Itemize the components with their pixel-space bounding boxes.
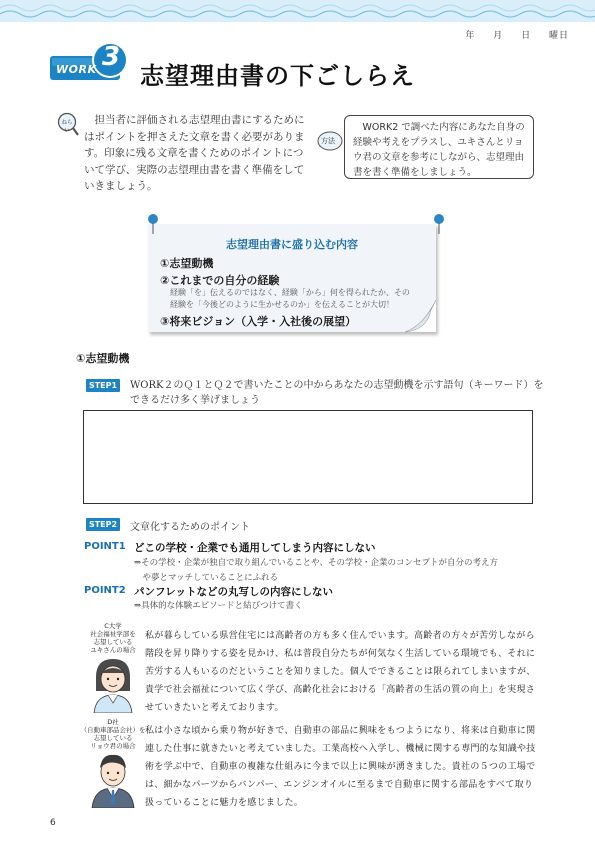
case-label-line: D社 bbox=[107, 718, 119, 726]
point1-sub bbox=[134, 556, 554, 586]
point-sub-line: ⇒具体的な体験エピソードと結びつけて書く bbox=[134, 601, 303, 611]
yuki-avatar bbox=[88, 657, 138, 713]
case-label-line: 志望している bbox=[93, 638, 133, 646]
point1-label: POINT1 bbox=[84, 541, 126, 552]
note-sub-line: 経験「を」伝えるのではなく、経験「から」何を得られたか、その bbox=[170, 288, 410, 297]
step1-instruction: WORK２のＱ１とＱ２で書いたことの中からあなたの志望動機を示す語句（キーワード）をできるだけ多く挙げましょう bbox=[130, 380, 544, 406]
method-icon bbox=[317, 131, 343, 151]
header-wave-band bbox=[0, 0, 595, 22]
aim-icon-label: ねらい bbox=[61, 120, 73, 134]
pushpin-icon bbox=[147, 213, 159, 235]
case-yuki-text: 私が暮らしている県営住宅には高齢者の方も多く住んでいます。高齢者の方々が苦労しながら階段を昇り降りする姿を見かけ、私は普段自分たちが何気なく生活している環境でも、それに苦労する人もいるのだということを知りました。個人でできることは限られてしまいますが、貴学で社会福祉について広く学び、高齢化社会における「高齢者の生活の質の向上」を実現させていきたいと考えております。 bbox=[145, 631, 536, 713]
pushpin-icon bbox=[433, 213, 445, 235]
note-heading: 志望理由書に盛り込む内容 bbox=[226, 238, 358, 251]
ryo-avatar bbox=[88, 752, 138, 808]
date-weekday-label: 曜日 bbox=[548, 31, 569, 41]
point2-sub bbox=[134, 599, 554, 614]
case-label-line: （自動車部品会社）を bbox=[80, 726, 146, 734]
method-icon-label: 方法 bbox=[321, 137, 335, 145]
case-label-line: 社会福祉学部を bbox=[90, 630, 136, 638]
point2-label: POINT2 bbox=[84, 585, 126, 596]
page-number: 6 bbox=[50, 818, 56, 828]
step2-instruction: 文章化するためのポイント bbox=[130, 522, 250, 533]
case-yuki-label bbox=[78, 622, 148, 654]
case-label-line: リョウ君の場合 bbox=[90, 742, 136, 750]
date-year-label: 年 bbox=[465, 31, 476, 41]
step1-tag: STEP1 bbox=[86, 379, 120, 392]
case-label-line: 志望している bbox=[93, 734, 133, 742]
note-item-vision: ③将来ビジョン（入学・入社後の展望） bbox=[160, 315, 357, 328]
note-sub-line: 経験を「今後どのように生かせるのか」を伝えることが大切！ bbox=[170, 300, 394, 309]
case-label-line: C大学 bbox=[104, 622, 122, 630]
date-day-label: 日 bbox=[521, 31, 532, 41]
note-item-motivation: ①志望動機 bbox=[160, 257, 214, 270]
badge-number: 3 bbox=[102, 42, 121, 72]
keyword-answer-box[interactable] bbox=[83, 410, 533, 504]
case-ryo-label bbox=[78, 718, 148, 750]
page-title: 志望理由書の下ごしらえ bbox=[140, 62, 415, 90]
step2-tag: STEP2 bbox=[86, 518, 120, 531]
date-month-label: 月 bbox=[493, 31, 504, 41]
point2-title: パンフレットなどの丸写しの内容にしない bbox=[134, 586, 333, 598]
case-ryo-text: 私は小さな頃から乗り物が好きで、自動車の部品に興味をもつようになり、将来は自動車に関連した仕事に就きたいと考えていました。工業高校へ入学し、機械に関する専門的な知識や技術を学ぶ中で、自動車の複雑な仕組みに今まで以上に興味が湧きました。貴社の５つの工場では、細かなパーツからバンパー、エンジンオイルに至るまで自動車に関する部品をすべて取り扱っていることに魅力を感じました。 bbox=[145, 726, 536, 808]
note-item-experience-sub bbox=[170, 287, 410, 311]
point-sub-line: ⇒その学校・企業が独自で取り組んでいることや、その学校・企業のコンセプトが自分の考え方 bbox=[134, 558, 498, 568]
date-line bbox=[451, 28, 569, 41]
magnifier-icon bbox=[57, 112, 79, 136]
note-item-experience: ②これまでの自分の経験 bbox=[160, 274, 280, 287]
section-title: ①志望動機 bbox=[76, 352, 130, 365]
case-label-line: ユキさんの場合 bbox=[90, 646, 136, 654]
method-box bbox=[344, 115, 534, 179]
method-text: WORK2 で調べた内容にあなた自身の経験や考えをプラスし、ユキさんとリョウ君の文章を参考にしながら、志望理由書を書く準備をしましょう。 bbox=[353, 122, 525, 178]
point1-title: どこの学校・企業でも通用してしまう内容にしない bbox=[134, 542, 376, 554]
point-sub-line: や夢とマッチしていることにふれる bbox=[142, 573, 279, 583]
aim-text: 担当者に評価される志望理由書にするためにはポイントを押さえた文章を書く必要があります。印象に残る文章を書くためのポイントについて学び、実際の志望理由書を書く準備をしていきましょう。 bbox=[84, 114, 305, 192]
work-badge bbox=[50, 38, 128, 88]
badge-word: WORK bbox=[56, 63, 97, 76]
